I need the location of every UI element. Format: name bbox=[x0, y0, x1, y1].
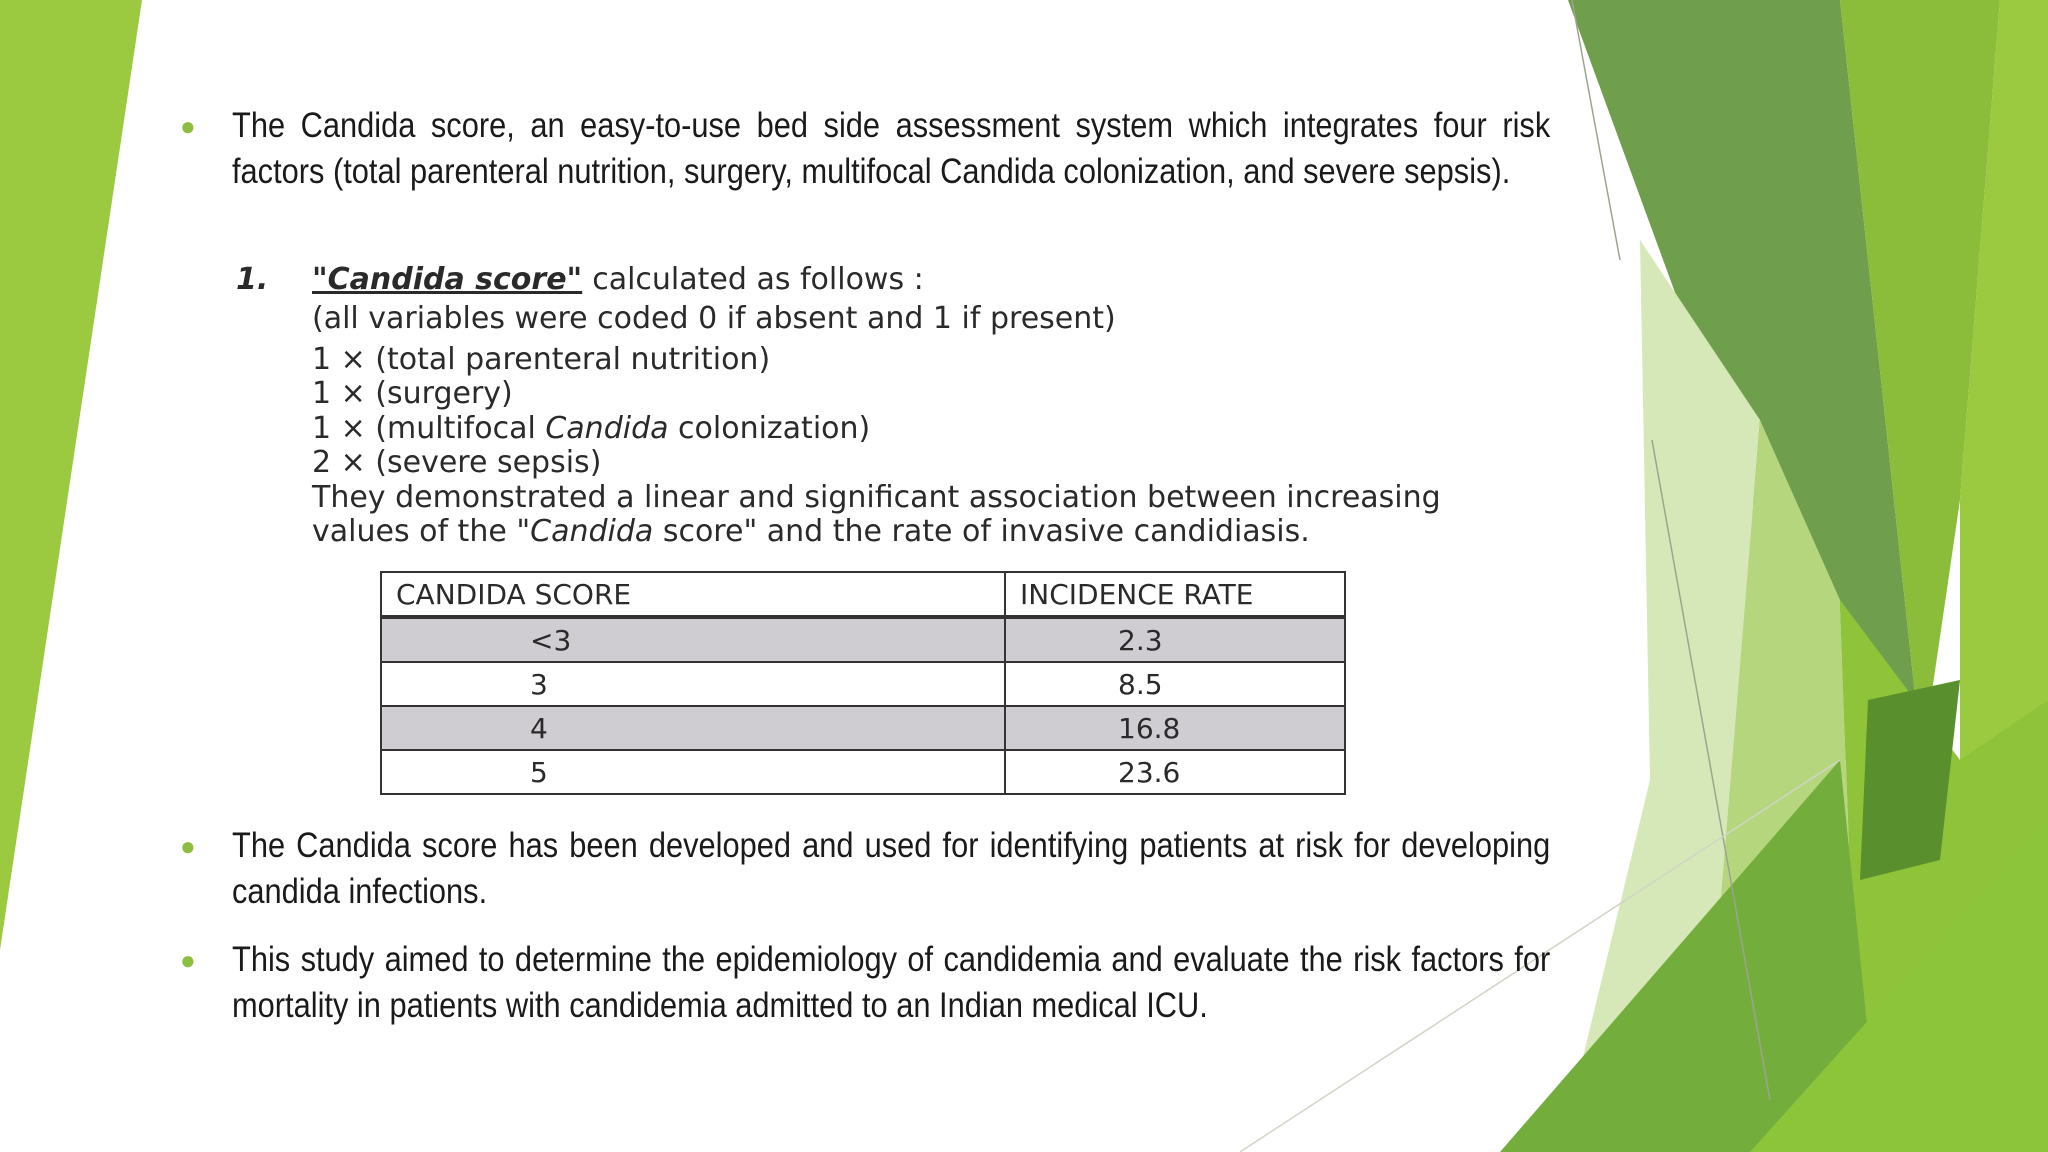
figure-number: 1. bbox=[236, 262, 269, 297]
table-cell-score: 3 bbox=[381, 662, 1005, 706]
factor-2: 1 × (surgery) bbox=[312, 376, 513, 411]
conclusion-prefix: values of the " bbox=[312, 514, 531, 549]
bullet-text-3: This study aimed to determine the epidemiology of candidemia and evaluate the risk factors for mortality in patients with candidemia admitted to an Indian medical ICU. bbox=[232, 940, 1551, 1025]
factor-4: 2 × (severe sepsis) bbox=[312, 445, 602, 480]
table-cell-incidence: 2.3 bbox=[1005, 617, 1345, 662]
table-cell-incidence: 23.6 bbox=[1005, 750, 1345, 794]
figure-score-name: "Candida score" bbox=[312, 262, 583, 297]
table-cell-score: <3 bbox=[381, 617, 1005, 662]
table-row bbox=[381, 706, 1345, 750]
factor-3-suffix: colonization) bbox=[668, 410, 871, 446]
table-cell-score: 5 bbox=[381, 750, 1005, 794]
conclusion-suffix: score" and the rate of invasive candidiasis. bbox=[653, 514, 1310, 549]
conclusion-line-1: They demonstrated a linear and significant association between increasing bbox=[312, 479, 1441, 515]
column-header-incidence: INCIDENCE RATE bbox=[1005, 572, 1345, 617]
factor-1: 1 × (total parenteral nutrition) bbox=[312, 341, 771, 377]
column-header-score: CANDIDA SCORE bbox=[381, 572, 1005, 617]
bullet-item-2 bbox=[180, 823, 1730, 915]
bullet-text-2: The Candida score has been developed and used for identifying patients at risk for developing candida infections. bbox=[232, 826, 1551, 911]
bullet-dot-icon: ● bbox=[180, 945, 196, 975]
candida-score-table bbox=[380, 571, 1346, 795]
bullet-item-3 bbox=[180, 937, 1730, 1029]
table-cell-incidence: 8.5 bbox=[1005, 662, 1345, 706]
factor-3 bbox=[312, 412, 1576, 447]
table-row bbox=[381, 750, 1345, 794]
table-cell-incidence: 16.8 bbox=[1005, 706, 1345, 750]
factor-3-italic: Candida bbox=[545, 410, 669, 446]
bullet-item-1 bbox=[180, 103, 1730, 195]
table-row bbox=[381, 662, 1345, 706]
conclusion-italic: Candida bbox=[530, 514, 654, 549]
bullet-dot-icon: ● bbox=[180, 111, 196, 141]
conclusion-line-2 bbox=[312, 515, 1576, 550]
figure-lines bbox=[312, 302, 1576, 550]
table-cell-score: 4 bbox=[381, 706, 1005, 750]
bullet-dot-icon: ● bbox=[180, 831, 196, 861]
table-header-row bbox=[381, 572, 1345, 617]
factor-3-prefix: 1 × (multifocal bbox=[312, 410, 546, 446]
figure-heading bbox=[236, 262, 1576, 302]
table-row bbox=[381, 617, 1345, 662]
figure-heading-rest: calculated as follows : bbox=[592, 262, 924, 297]
figure-note: (all variables were coded 0 if absent and 1 if present) bbox=[312, 301, 1116, 336]
bullet-text-1: The Candida score, an easy-to-use bed side assessment system which integrates four risk factors (total parenteral nutrition, surgery, multifocal Candida colonization, and severe sepsis). bbox=[232, 106, 1551, 191]
candida-score-figure bbox=[236, 262, 1576, 550]
